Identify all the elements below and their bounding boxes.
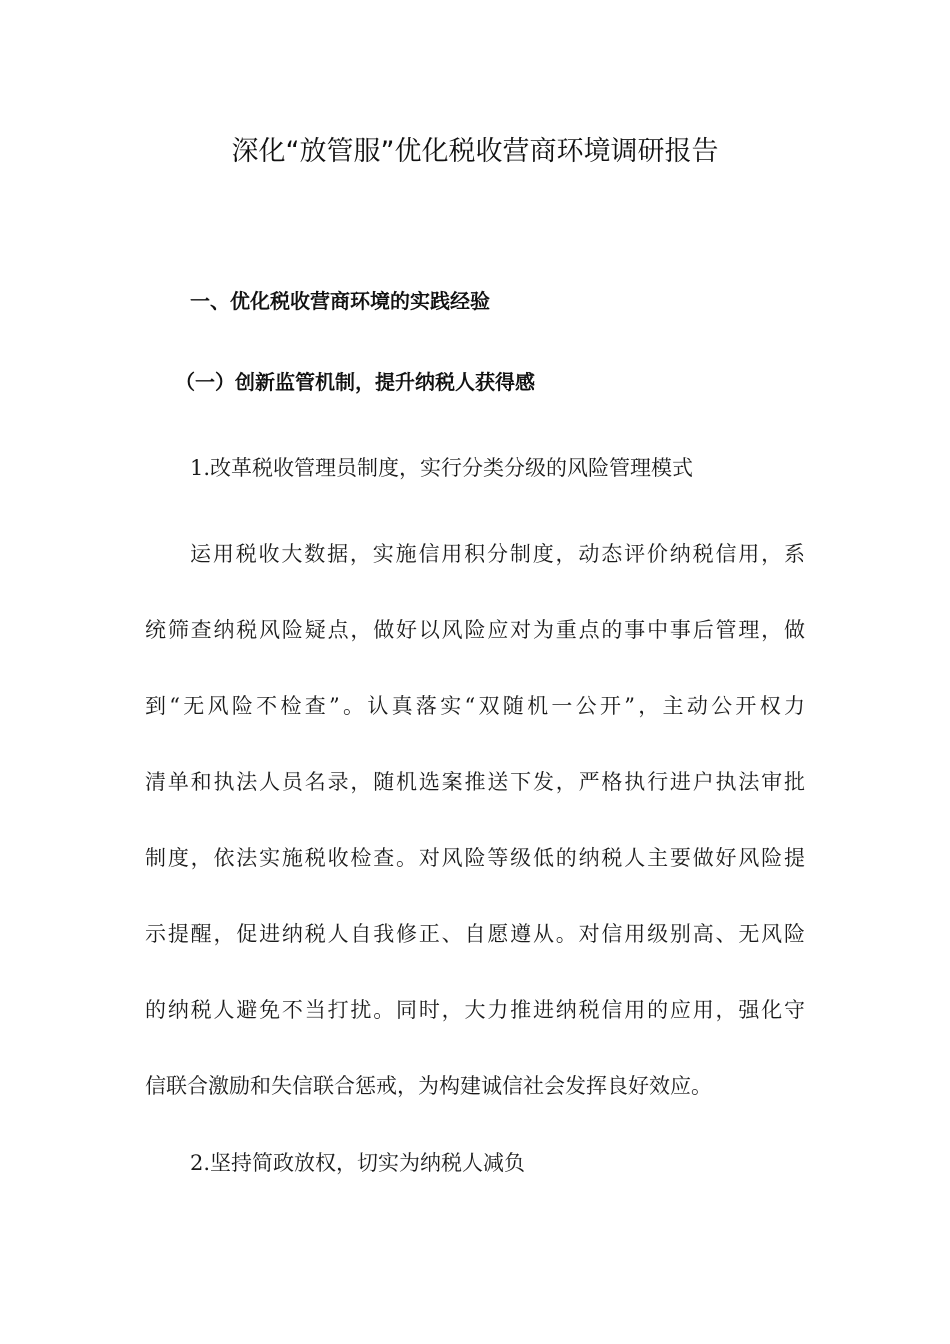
paragraph-line: 运用税收大数据，实施信用积分制度，动态评价纳税信用，系 — [190, 542, 805, 566]
section-heading: 一、优化税收营商环境的实践经验 — [190, 289, 490, 313]
paragraph-line: 制度，依法实施税收检查。对风险等级低的纳税人主要做好风险提 — [145, 846, 805, 870]
paragraph-line: 信联合激励和失信联合惩戒，为构建诚信社会发挥良好效应。 — [145, 1074, 712, 1098]
body-paragraph — [145, 532, 805, 1140]
numbered-item-2: 2.坚持简政放权，切实为纳税人减负 — [190, 1151, 526, 1175]
paragraph-line: 示提醒，促进纳税人自我修正、自愿遵从。对信用级别高、无风险 — [145, 922, 805, 946]
paragraph-line: 统筛查纳税风险疑点，做好以风险应对为重点的事中事后管理，做 — [145, 618, 805, 642]
subsection-heading: （一）创新监管机制，提升纳税人获得感 — [175, 370, 535, 394]
numbered-item-1: 1.改革税收管理员制度，实行分类分级的风险管理模式 — [190, 456, 694, 480]
paragraph-line: 清单和执法人员名录，随机选案推送下发，严格执行进户执法审批 — [145, 770, 805, 794]
paragraph-line: 的纳税人避免不当打扰。同时，大力推进纳税信用的应用，强化守 — [145, 998, 805, 1022]
document-title: 深化“放管服”优化税收营商环境调研报告 — [231, 136, 719, 167]
paragraph-line: 到“无风险不检查”。认真落实“双随机一公开”，主动公开权力 — [145, 694, 805, 718]
